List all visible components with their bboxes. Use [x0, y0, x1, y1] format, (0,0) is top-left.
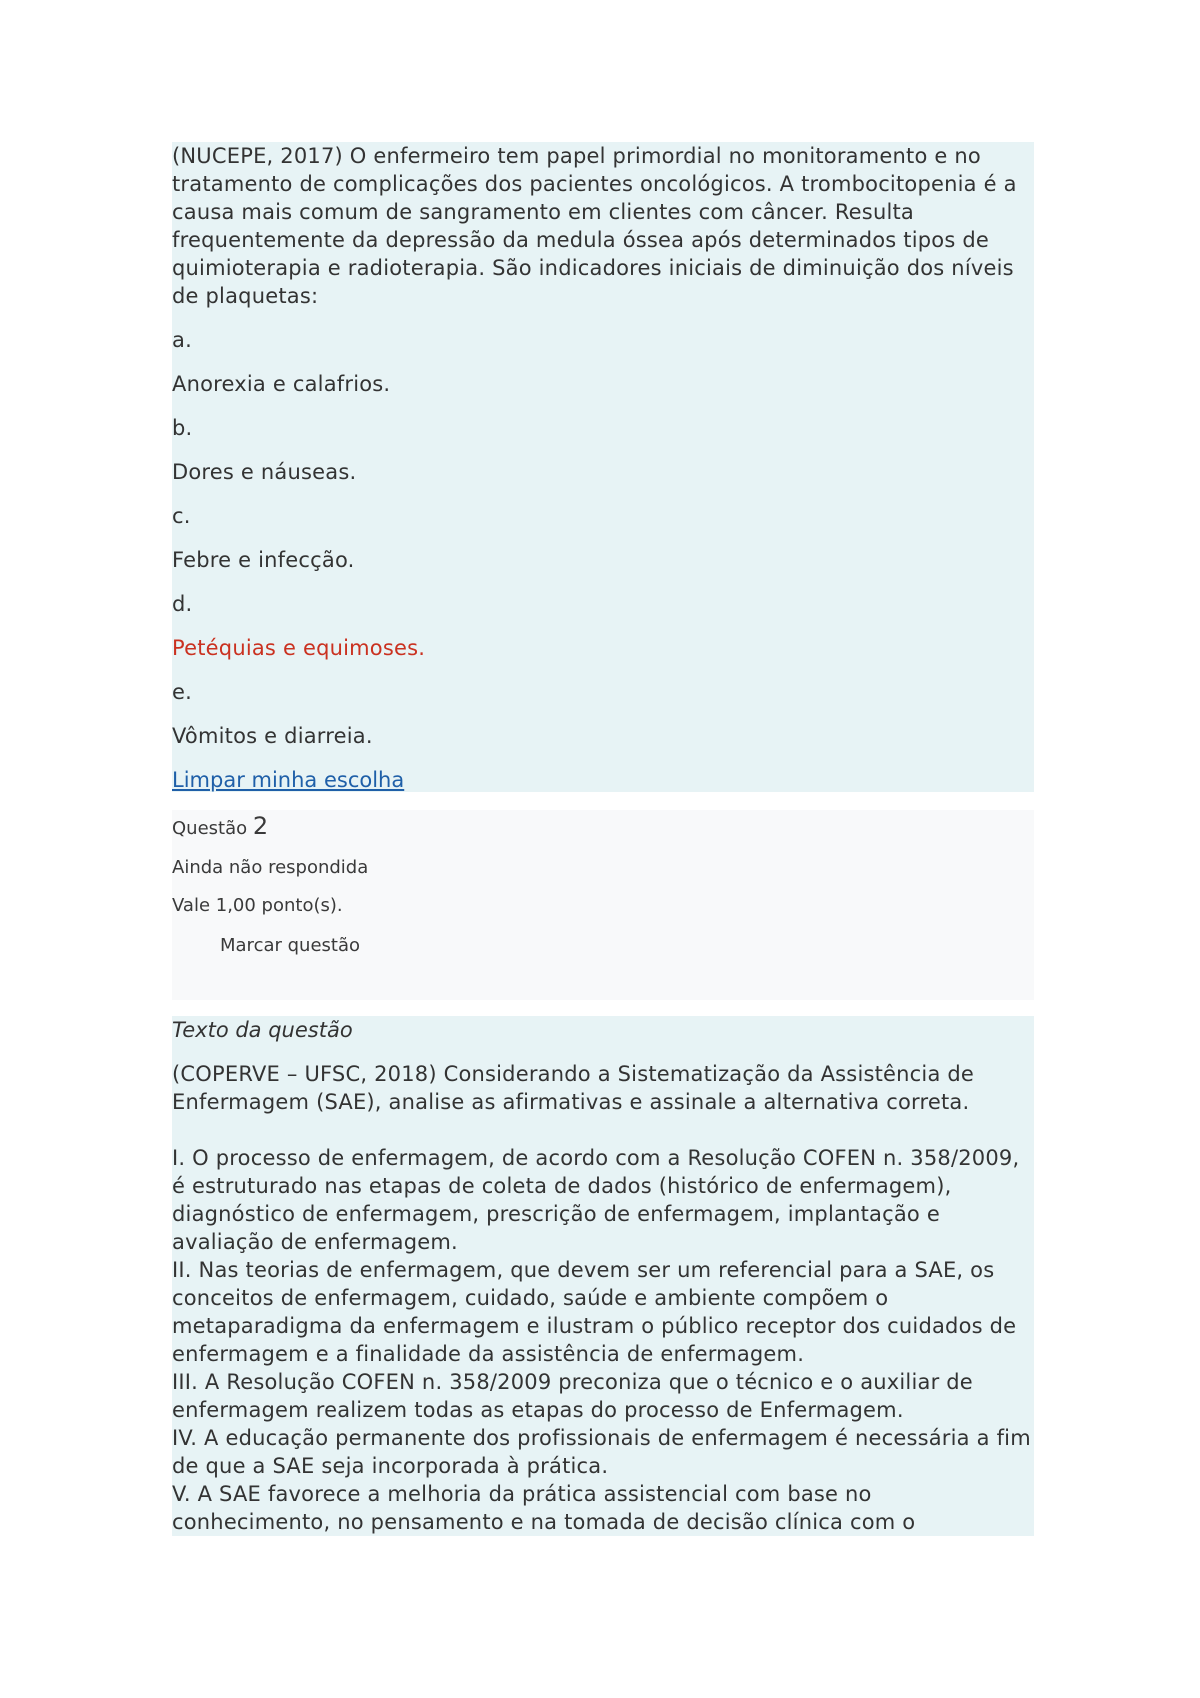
option-b-letter[interactable]: b. [172, 416, 193, 440]
option-b-text[interactable]: Dores e náuseas. [172, 460, 357, 484]
question-points: Vale 1,00 ponto(s). [172, 895, 343, 916]
question-2-block [172, 1016, 1034, 1536]
clear-choice-link[interactable]: Limpar minha escolha [172, 768, 405, 792]
option-e-text[interactable]: Vômitos e diarreia. [172, 724, 373, 748]
statement-2: II. Nas teorias de enfermagem, que devem ser um referencial para a SAE, os conceitos de enfermagem, cuidado, saúde e ambiente compõem o metaparadigma da enfermagem e ilustram o público receptor dos cuidados de enfermagem e a finalidade da assistência de enfermagem. [172, 1258, 1017, 1366]
question-1-stem: (NUCEPE, 2017) O enfermeiro tem papel primordial no monitoramento e no tratamento de complicações dos pacientes oncológicos. A trombocitopenia é a causa mais comum de sangramento em clientes com câncer. Resulta frequentemente da depressão da medula óssea após determinados tipos de quimioterapia e radioterapia. São indicadores iniciais de diminuição dos níveis de plaquetas: [172, 144, 1017, 308]
question-2-intro: (COPERVE – UFSC, 2018) Considerando a Sistematização da Assistência de Enfermagem (SAE), analise as afirmativas e assinale a alternativa correta. [172, 1062, 975, 1114]
question-number-value: 2 [252, 812, 269, 840]
question-text-heading: Texto da questão [172, 1018, 353, 1042]
option-a-letter[interactable]: a. [172, 328, 192, 352]
option-c-text[interactable]: Febre e infecção. [172, 548, 355, 572]
option-a-text[interactable]: Anorexia e calafrios. [172, 372, 391, 396]
option-c-letter[interactable]: c. [172, 504, 191, 528]
question-number [172, 814, 268, 841]
statement-4: IV. A educação permanente dos profissionais de enfermagem é necessária a fim de que a SAE seja incorporada à prática. [172, 1426, 1031, 1478]
flag-question-button[interactable]: Marcar questão [220, 935, 361, 956]
question-2-body [172, 1060, 1034, 1536]
option-d-text[interactable]: Petéquias e equimoses. [172, 636, 426, 660]
statement-3: III. A Resolução COFEN n. 358/2009 preconiza que o técnico e o auxiliar de enfermagem realizem todas as etapas do processo de Enfermagem. [172, 1370, 973, 1422]
paragraph-gap [172, 1116, 1034, 1144]
question-2-info-block [172, 810, 1034, 1000]
option-d-letter[interactable]: d. [172, 592, 193, 616]
question-status: Ainda não respondida [172, 857, 369, 878]
statement-5: V. A SAE favorece a melhoria da prática assistencial com base no conhecimento, no pensamento e na tomada de decisão clínica com o [172, 1482, 916, 1534]
question-1-block [172, 142, 1034, 792]
option-e-letter[interactable]: e. [172, 680, 192, 704]
statement-1: I. O processo de enfermagem, de acordo com a Resolução COFEN n. 358/2009, é estruturado nas etapas de coleta de dados (histórico de enfermagem), diagnóstico de enfermagem, prescrição de enfermagem, implantação e avaliação de enfermagem. [172, 1146, 1020, 1254]
question-label: Questão [172, 818, 248, 839]
